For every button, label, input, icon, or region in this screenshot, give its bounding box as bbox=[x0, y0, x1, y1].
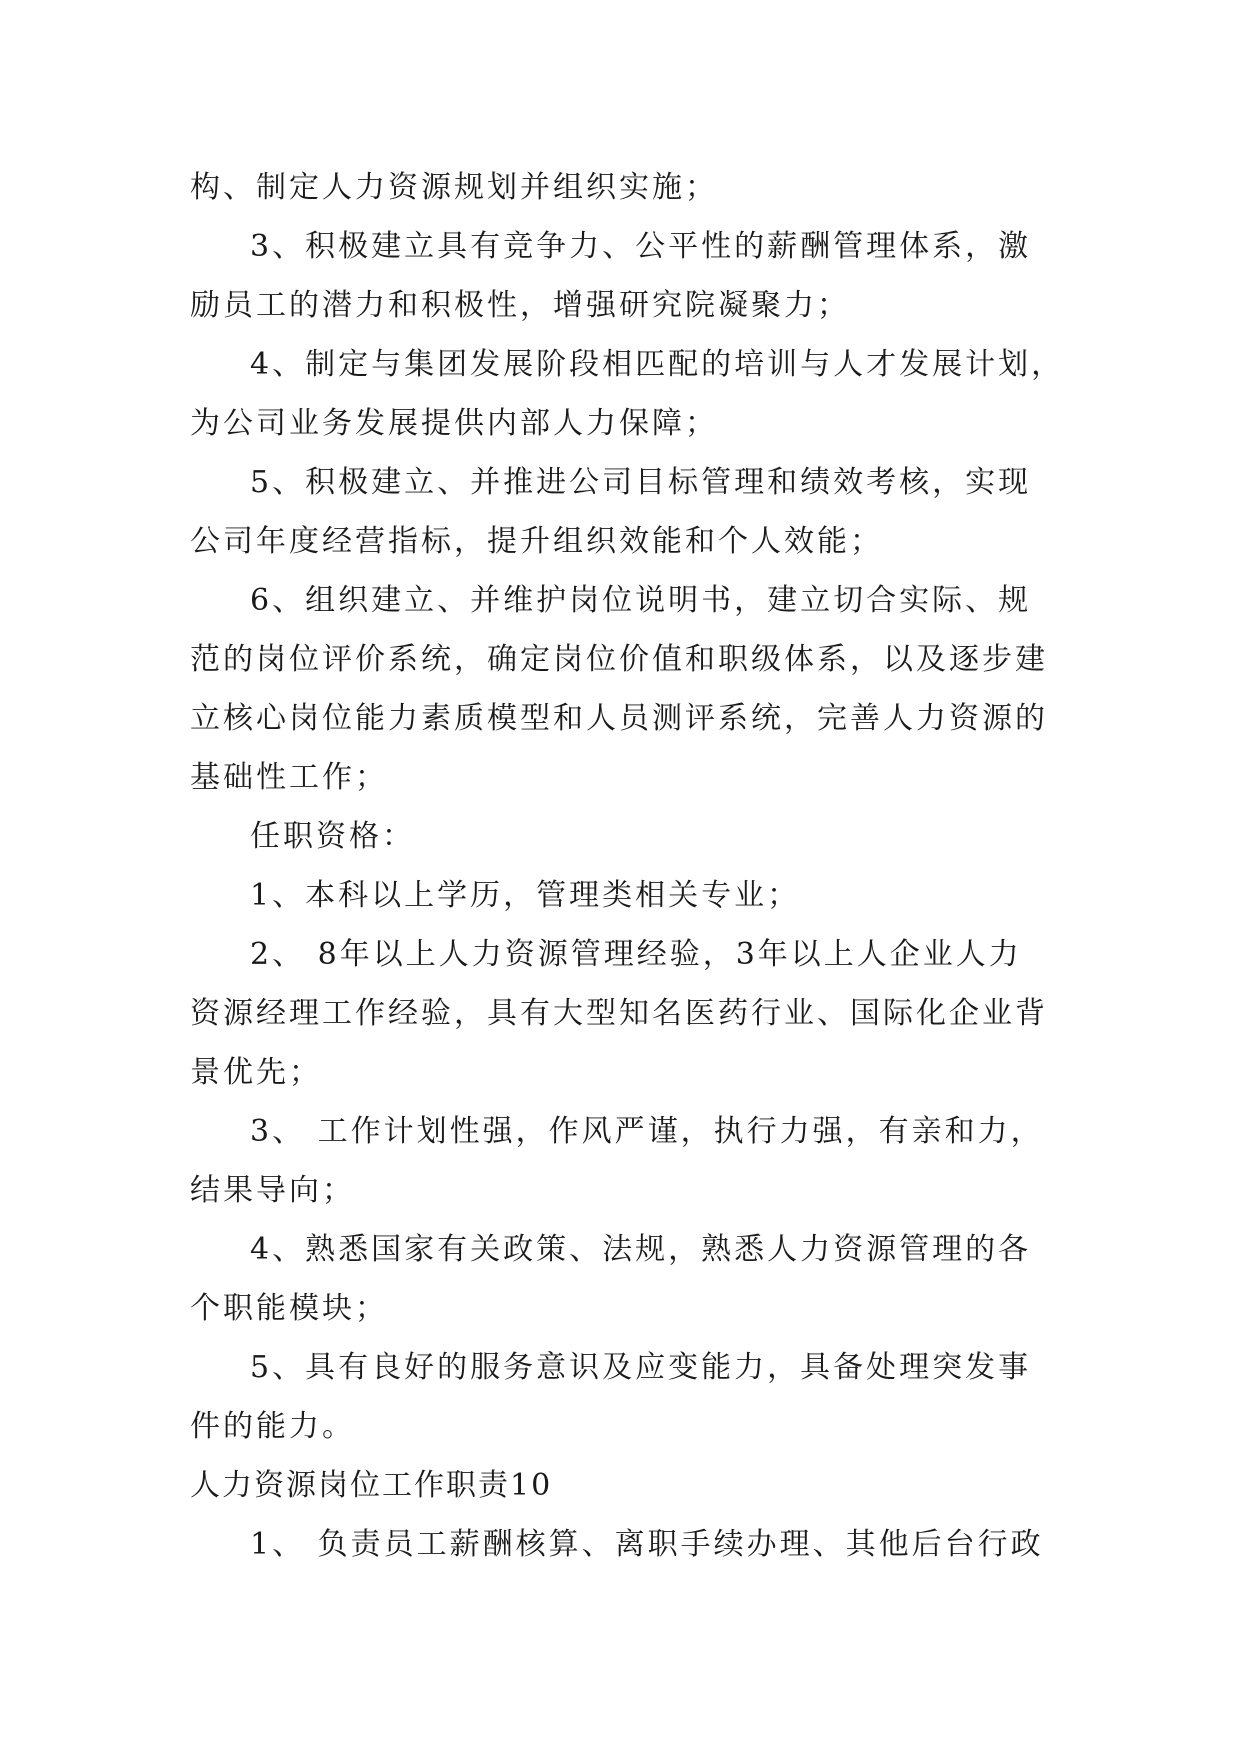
paragraph-line: 励员工的潜力和积极性，增强研究院凝聚力； bbox=[190, 288, 850, 323]
paragraph-line: 基础性工作； bbox=[190, 760, 388, 795]
paragraph-line: 2、 8年以上人力资源管理经验，3年以上人企业人力 bbox=[250, 937, 1022, 972]
paragraph-line: 为公司业务发展提供内部人力保障； bbox=[190, 406, 718, 441]
paragraph-line: 1、本科以上学历，管理类相关专业； bbox=[250, 878, 801, 913]
paragraph-line: 3、 工作计划性强，作风严谨，执行力强，有亲和力， bbox=[250, 1114, 1044, 1149]
paragraph-line: 立核心岗位能力素质模型和人员测评系统，完善人力资源的 bbox=[190, 701, 1048, 736]
paragraph-line: 6、组织建立、并维护岗位说明书，建立切合实际、规 bbox=[250, 583, 1032, 618]
paragraph-line: 5、积极建立、并推进公司目标管理和绩效考核，实现 bbox=[250, 465, 1032, 500]
paragraph-line: 景优先； bbox=[190, 1055, 322, 1090]
paragraph-line: 4、熟悉国家有关政策、法规，熟悉人力资源管理的各 bbox=[250, 1232, 1032, 1267]
paragraph-line: 资源经理工作经验，具有大型知名医药行业、国际化企业背 bbox=[190, 996, 1048, 1031]
section-heading: 人力资源岗位工作职责10 bbox=[190, 1468, 553, 1503]
paragraph-line: 件的能力。 bbox=[190, 1409, 355, 1444]
paragraph-line: 公司年度经营指标，提升组织效能和个人效能； bbox=[190, 524, 883, 559]
paragraph-line: 范的岗位评价系统，确定岗位价值和职级体系，以及逐步建 bbox=[190, 642, 1048, 677]
paragraph-line: 1、 负责员工薪酬核算、离职手续办理、其他后台行政 bbox=[250, 1527, 1044, 1562]
paragraph-line: 构、制定人力资源规划并组织实施； bbox=[190, 170, 718, 205]
paragraph-line: 3、积极建立具有竞争力、公平性的薪酬管理体系，激 bbox=[250, 229, 1032, 264]
document-body bbox=[190, 158, 1065, 1574]
paragraph-line: 4、制定与集团发展阶段相匹配的培训与人才发展计划， bbox=[250, 347, 1065, 382]
paragraph-line: 5、具有良好的服务意识及应变能力，具备处理突发事 bbox=[250, 1350, 1032, 1385]
section-label: 任职资格： bbox=[250, 819, 415, 854]
paragraph-line: 结果导向； bbox=[190, 1173, 355, 1208]
paragraph-line: 个职能模块； bbox=[190, 1291, 388, 1326]
